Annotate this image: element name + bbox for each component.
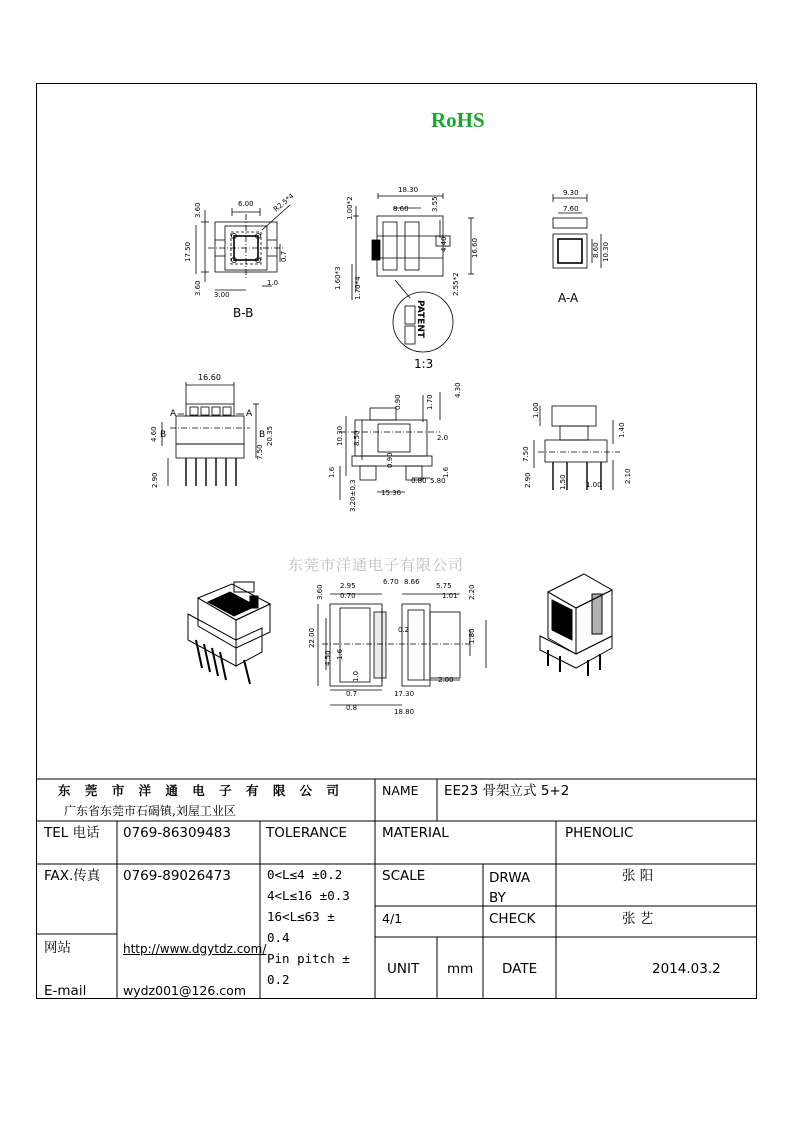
svg-text:1.50: 1.50 bbox=[559, 474, 567, 490]
svg-text:7.50: 7.50 bbox=[256, 444, 264, 460]
svg-text:4.30: 4.30 bbox=[454, 382, 462, 398]
svg-text:A: A bbox=[170, 409, 177, 419]
svg-text:8.60: 8.60 bbox=[592, 242, 600, 258]
svg-text:2.20: 2.20 bbox=[468, 584, 476, 600]
svg-text:6.70: 6.70 bbox=[383, 578, 399, 586]
svg-text:3.60: 3.60 bbox=[316, 584, 324, 600]
svg-text:2.10: 2.10 bbox=[624, 468, 632, 484]
tolerance-line-4: 0.4 bbox=[267, 930, 290, 945]
svg-text:2.55*2: 2.55*2 bbox=[452, 272, 460, 296]
svg-text:0.90: 0.90 bbox=[394, 394, 402, 410]
website-link[interactable]: http://www.dgytdz.com/ bbox=[123, 942, 267, 956]
svg-text:17.50: 17.50 bbox=[184, 241, 192, 262]
svg-text:20.35: 20.35 bbox=[266, 425, 274, 446]
part-name: EE23 骨架立式 5+2 bbox=[444, 783, 570, 799]
svg-text:10.30: 10.30 bbox=[336, 425, 344, 446]
svg-text:1.80: 1.80 bbox=[468, 628, 476, 644]
svg-text:B: B bbox=[259, 430, 266, 440]
svg-text:5.75: 5.75 bbox=[436, 582, 452, 590]
svg-text:1.0: 1.0 bbox=[352, 670, 360, 682]
tolerance-line-1: 0<L≤4 ±0.2 bbox=[267, 867, 343, 882]
svg-text:3.60: 3.60 bbox=[194, 280, 202, 296]
tolerance-line-6: 0.2 bbox=[267, 972, 290, 987]
svg-text:3.55: 3.55 bbox=[431, 196, 439, 212]
svg-text:A: A bbox=[246, 409, 253, 419]
svg-text:3.20±0.3: 3.20±0.3 bbox=[349, 479, 357, 512]
svg-text:B: B bbox=[160, 430, 167, 440]
svg-text:1.60*3: 1.60*3 bbox=[334, 266, 342, 290]
fax-label: FAX.传真 bbox=[44, 868, 101, 884]
svg-text:1.00*2: 1.00*2 bbox=[346, 196, 354, 220]
email-label: E-mail bbox=[44, 983, 87, 999]
svg-text:1.70: 1.70 bbox=[426, 394, 434, 410]
tolerance-line-5: Pin pitch ± bbox=[267, 951, 350, 966]
svg-text:9.30: 9.30 bbox=[563, 189, 579, 197]
svg-text:15.36: 15.36 bbox=[381, 489, 402, 497]
svg-text:8.60: 8.60 bbox=[393, 205, 409, 213]
svg-text:2.00: 2.00 bbox=[438, 676, 454, 684]
svg-text:1.0: 1.0 bbox=[267, 279, 279, 287]
drawn-by-label: DRWA BY bbox=[489, 870, 531, 906]
svg-text:1.40: 1.40 bbox=[618, 422, 626, 438]
scale-value: 4/1 bbox=[382, 911, 403, 926]
svg-text:0.80: 0.80 bbox=[411, 477, 427, 485]
svg-text:10.30: 10.30 bbox=[602, 241, 610, 262]
detail-scale-label: 1:3 bbox=[414, 357, 434, 371]
svg-text:18.30: 18.30 bbox=[398, 186, 419, 194]
svg-text:16.60: 16.60 bbox=[198, 373, 221, 382]
unit-label: UNIT bbox=[387, 961, 420, 977]
email-value: wydz001@126.com bbox=[123, 983, 247, 998]
name-label: NAME bbox=[382, 783, 419, 798]
tolerance-line-2: 4<L≤16 ±0.3 bbox=[267, 888, 350, 903]
svg-text:2.95: 2.95 bbox=[340, 582, 356, 590]
svg-text:1.00: 1.00 bbox=[532, 402, 540, 418]
date-value: 2014.03.2 bbox=[652, 961, 721, 977]
svg-text:3.60: 3.60 bbox=[194, 202, 202, 218]
svg-text:18.80: 18.80 bbox=[394, 708, 415, 716]
rohs-badge: RoHS bbox=[431, 108, 485, 132]
section-label-b-b: B-B bbox=[233, 306, 254, 320]
svg-text:R2.5*4: R2.5*4 bbox=[272, 192, 296, 214]
svg-text:5.80: 5.80 bbox=[430, 477, 446, 485]
svg-text:0.8: 0.8 bbox=[346, 704, 358, 712]
svg-text:4.50: 4.50 bbox=[324, 650, 332, 666]
svg-text:0.90: 0.90 bbox=[386, 452, 394, 468]
svg-text:0.7: 0.7 bbox=[280, 250, 288, 262]
svg-text:16.60: 16.60 bbox=[471, 237, 479, 258]
svg-text:1.6: 1.6 bbox=[442, 466, 450, 478]
svg-text:7.60: 7.60 bbox=[563, 205, 579, 213]
tel-label: TEL 电话 bbox=[44, 825, 100, 841]
website-label: 网站 bbox=[44, 940, 71, 956]
svg-text:1.6: 1.6 bbox=[336, 648, 344, 660]
svg-text:6.00: 6.00 bbox=[238, 200, 254, 208]
company-name: 东 莞 市 洋 通 电 子 有 限 公 司 bbox=[58, 783, 345, 798]
unit-value: mm bbox=[447, 961, 474, 977]
drawn-by-value: 张 阳 bbox=[622, 868, 654, 884]
svg-text:0.70: 0.70 bbox=[340, 592, 356, 600]
svg-text:8.66: 8.66 bbox=[404, 578, 420, 586]
svg-text:7.50: 7.50 bbox=[522, 446, 530, 462]
check-value: 张 艺 bbox=[622, 911, 654, 927]
tel-value: 0769-86309483 bbox=[123, 825, 231, 841]
tolerance-label: TOLERANCE bbox=[266, 825, 348, 841]
company-watermark: 东莞市洋通电子有限公司 bbox=[288, 556, 465, 574]
svg-text:2.90: 2.90 bbox=[524, 472, 532, 488]
material-label: MATERIAL bbox=[382, 825, 449, 841]
svg-text:17.30: 17.30 bbox=[394, 690, 415, 698]
svg-text:1.70*4: 1.70*4 bbox=[354, 276, 362, 300]
section-label-a-a: A-A bbox=[558, 291, 579, 305]
fax-value: 0769-89026473 bbox=[123, 868, 231, 884]
check-label: CHECK bbox=[489, 911, 536, 927]
date-label: DATE bbox=[502, 961, 538, 977]
scale-label: SCALE bbox=[382, 868, 426, 884]
svg-text:8.50: 8.50 bbox=[353, 430, 361, 446]
svg-text:1.00: 1.00 bbox=[586, 481, 602, 489]
svg-text:1.6: 1.6 bbox=[328, 466, 336, 478]
svg-text:0.2: 0.2 bbox=[398, 626, 410, 634]
svg-text:2.90: 2.90 bbox=[151, 472, 159, 488]
svg-text:0.7: 0.7 bbox=[346, 690, 358, 698]
svg-text:1.01: 1.01 bbox=[442, 592, 458, 600]
material-value: PHENOLIC bbox=[565, 825, 634, 841]
svg-text:2.0: 2.0 bbox=[437, 434, 449, 442]
company-address: 广东省东莞市石碣镇,刘屋工业区 bbox=[64, 804, 236, 818]
patent-stamp: PATENT bbox=[415, 300, 425, 338]
svg-text:22.00: 22.00 bbox=[308, 627, 316, 648]
tolerance-line-3: 16<L≤63 ± bbox=[267, 909, 335, 924]
svg-text:3.00: 3.00 bbox=[214, 291, 230, 299]
svg-text:4.40: 4.40 bbox=[440, 236, 448, 252]
svg-text:4.60: 4.60 bbox=[150, 426, 158, 442]
